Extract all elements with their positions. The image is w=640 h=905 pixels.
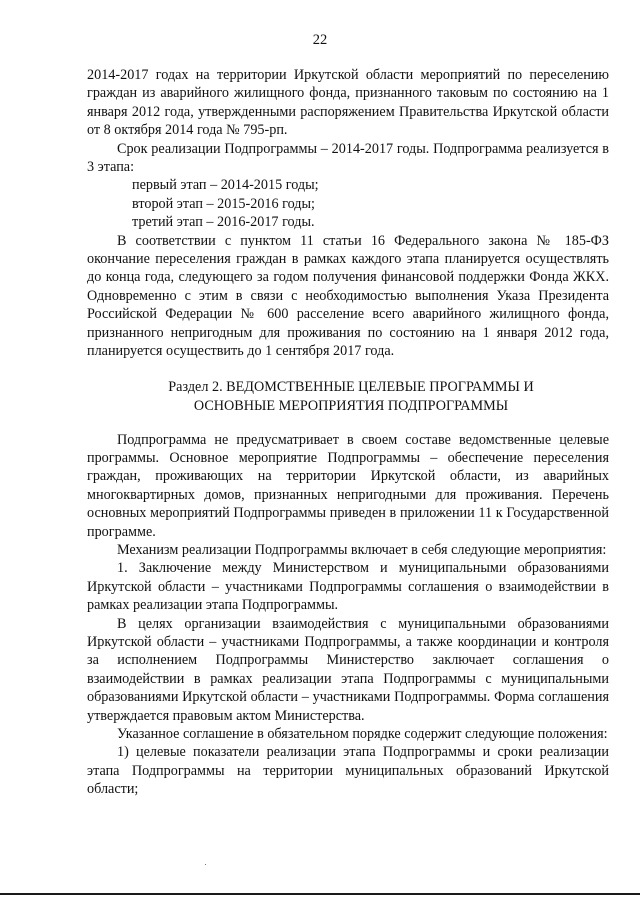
paragraph-mechanism: Механизм реализации Подпрограммы включает в себя следующие мероприятия: (117, 541, 607, 558)
document-body (87, 66, 609, 799)
paragraph-target-indicators: 1) целевые показатели реализации этапа Подпрограммы и сроки реализации этапа Подпрограммы на территории муниципальных образований Иркутской области; (87, 744, 609, 798)
stage-item-3: третий этап – 2016-2017 годы. (132, 214, 315, 231)
paragraph-continuation: 2014-2017 годах на территории Иркутской области мероприятий по переселению граждан из аварийного жилищного фонда, признанного таковым по состоянию на 1 января 2012 года, утвержденными распоряжением Правительства Иркутской области от 8 октября 2014 года № 795-рп. (87, 67, 609, 139)
paragraph-agreement-item: 1. Заключение между Министерством и муниципальными образованиями Иркутской области – участниками Подпрограммы соглашения о взаимодействии в рамках реализации этапа Подпрограммы. (87, 560, 609, 614)
page-number: 22 (312, 32, 328, 48)
section-heading-line-1: Раздел 2. ВЕДОМСТВЕННЫЕ ЦЕЛЕВЫЕ ПРОГРАММЫ И (168, 378, 534, 395)
paragraph-interaction: В целях организации взаимодействия с муниципальными образованиями Иркутской области – участниками Подпрограммы, а также координации и контроля за исполнением Подпрограммы Министерство заключает соглашения о взаимодействии в рамках реализации этапа Подпрограммы с муниципальными образованиями Иркутской области – участниками Подпрограммы. Форма соглашения утверждается правовым актом Министерства. (87, 615, 609, 724)
scan-bottom-edge (0, 893, 640, 895)
stage-item-2: второй этап – 2015-2016 годы; (132, 195, 315, 212)
paragraph-agreement-provisions: Указанное соглашение в обязательном порядке содержит следующие положения: (117, 726, 608, 742)
stage-item-1: первый этап – 2014-2015 годы; (132, 177, 319, 194)
paragraph-main-activity: Подпрограмма не предусматривает в своем составе ведомственные целевые программы. Основное мероприятие Подпрограммы – обеспечение переселения граждан, проживающих на территории Иркутской области, из аварийных многоквартирных домов, признанных непригодными для проживания. Перечень основных мероприятий Подпрограммы приведен в приложении 11 к Государственной программе. (87, 431, 609, 540)
section-heading (87, 378, 609, 416)
scan-speck (205, 864, 206, 865)
section-heading-line-2: ОСНОВНЫЕ МЕРОПРИЯТИЯ ПОДПРОГРАММЫ (193, 397, 509, 414)
paragraph-resettlement-deadline: В соответствии с пунктом 11 статьи 16 Федерального закона № 185-ФЗ окончание переселения граждан в рамках каждого этапа планируется осуществлять до конца года, следующего за годом получения финансовой поддержки Фонда ЖКХ. Одновременно с этим в связи с необходимостью выполнения Указа Президента Российской Федерации № 600 расселение всего аварийного жилищного фонда, признанного непригодным для проживания по состоянию на 1 января 2012 года, планируется осуществить до 1 сентября 2017 года. (87, 232, 609, 360)
paragraph-program-term: Срок реализации Подпрограммы – 2014-2017 годы. Подпрограмма реализуется в 3 этапа: (87, 140, 609, 176)
